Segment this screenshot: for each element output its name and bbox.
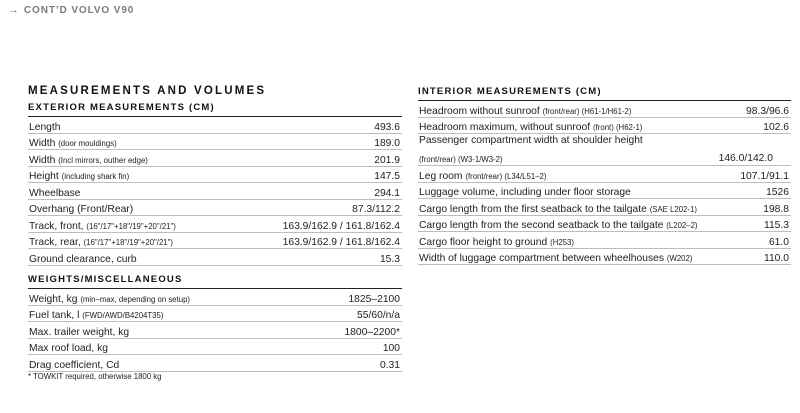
interior-row xyxy=(418,183,791,200)
row-label: Headroom without sunroof xyxy=(419,105,540,117)
row-note: (W202) xyxy=(666,254,693,263)
row-label-group xyxy=(28,327,129,338)
interior-row xyxy=(418,232,791,249)
exterior-row xyxy=(28,200,402,217)
weights-row xyxy=(28,289,402,306)
row-label: Ground clearance, curb xyxy=(29,253,137,265)
row-label: Overhang (Front/Rear) xyxy=(29,204,134,215)
exterior-heading: EXTERIOR MEASUREMENTS (CM) xyxy=(28,101,402,117)
weights-table xyxy=(28,273,402,372)
row-value: 294.1 xyxy=(374,187,400,199)
row-value: 163.9/162.9 / 161.8/162.4 xyxy=(282,220,400,232)
interior-row xyxy=(418,249,791,266)
row-note: (front/rear) (W3-1/W3-2) xyxy=(419,155,503,164)
row-label-group xyxy=(28,188,81,199)
weights-row xyxy=(28,339,402,356)
weights-row xyxy=(28,355,402,372)
row-value: 146.0/142.0 xyxy=(718,153,773,164)
row-note: (Incl mirrors, outher edge) xyxy=(58,155,148,165)
interior-row xyxy=(418,118,791,135)
interior-row xyxy=(418,199,791,216)
row-label-group xyxy=(28,204,133,215)
row-label-group xyxy=(28,122,61,133)
row-label: Max. trailer weight, kg xyxy=(29,326,130,338)
row-note: (16"/17"+18"/19"+20"/21") xyxy=(83,238,174,247)
row-label: Weight, kg xyxy=(29,293,78,305)
row-label: Height xyxy=(29,171,59,182)
row-value: 115.3 xyxy=(763,220,789,231)
row-label-group xyxy=(418,237,574,248)
page-title: MEASUREMENTS AND VOLUMES xyxy=(28,85,267,97)
exterior-row xyxy=(28,249,402,266)
row-note: (L202–2) xyxy=(666,221,698,230)
row-label-group xyxy=(28,155,148,166)
row-label-group xyxy=(418,253,692,264)
row-value: 1825–2100 xyxy=(348,293,400,305)
row-label: Headroom maximum, without sunroof xyxy=(419,122,591,133)
exterior-row xyxy=(28,183,402,200)
row-label-group xyxy=(28,221,176,232)
row-value: 201.9 xyxy=(374,154,400,166)
row-label-group xyxy=(28,254,137,265)
breadcrumb-text: CONT’D VOLVO V90 xyxy=(23,4,135,16)
row-label: Luggage volume, including under floor storage xyxy=(419,187,631,198)
row-value: 55/60/n/a xyxy=(357,310,400,321)
row-label-group xyxy=(28,310,163,321)
row-note: (min–max, depending on setup) xyxy=(80,294,190,304)
weights-row xyxy=(28,306,402,323)
row-value: 100 xyxy=(382,343,400,354)
row-label: Leg room xyxy=(419,170,463,182)
exterior-row xyxy=(28,117,402,134)
row-label-group xyxy=(418,106,631,117)
exterior-row xyxy=(28,216,402,233)
row-note: (SAE L202-1) xyxy=(649,204,697,214)
row-value: 15.3 xyxy=(379,253,400,265)
weights-heading: WEIGHTS/MISCELLANEOUS xyxy=(28,273,402,289)
row-value: 102.6 xyxy=(763,122,789,133)
row-label-group xyxy=(28,171,129,182)
row-note: (door mouldings) xyxy=(58,139,117,148)
row-label-group xyxy=(418,187,631,198)
row-note: (front/rear) (H61-1/H61-2) xyxy=(542,106,632,116)
row-label: Width xyxy=(29,138,56,149)
row-label-group xyxy=(418,171,546,182)
row-note: (front/rear) (L34/L51–2) xyxy=(465,171,547,181)
row-value: 107.1/91.1 xyxy=(740,170,789,182)
interior-heading: INTERIOR MEASUREMENTS (CM) xyxy=(418,85,791,101)
row-label-group xyxy=(418,220,698,231)
interior-row xyxy=(418,134,791,166)
row-label: Cargo length from the second seatback to the tailgate xyxy=(419,220,664,231)
row-value: 198.8 xyxy=(763,203,789,215)
row-value: 493.6 xyxy=(374,121,400,133)
row-label-group xyxy=(28,294,190,305)
row-value: 1800–2200* xyxy=(344,326,400,338)
interior-row xyxy=(418,216,791,233)
exterior-measurements-table xyxy=(28,101,402,266)
exterior-row xyxy=(28,134,402,151)
row-label: Track, front, xyxy=(29,220,84,232)
row-label: Width of luggage compartment between wheelhouses xyxy=(419,253,664,264)
row-value: 1526 xyxy=(766,187,789,198)
row-label: Length xyxy=(29,121,61,133)
row-value: 110.0 xyxy=(763,253,789,264)
row-label: Drag coefficient, Cd xyxy=(29,359,120,371)
breadcrumb xyxy=(8,4,134,16)
row-note: (16"/17"+18"/19"+20"/21") xyxy=(86,221,176,231)
interior-row xyxy=(418,101,791,118)
row-label: Passenger compartment width at shoulder height xyxy=(419,135,643,146)
arrow-right-icon: → xyxy=(8,4,20,16)
row-value: 98.3/96.6 xyxy=(746,105,789,117)
row-label: Cargo length from the first seatback to the tailgate xyxy=(419,203,647,215)
interior-measurements-table xyxy=(418,85,791,265)
row-label: Fuel tank, l xyxy=(29,310,80,321)
footnote: * TOWKIT required, otherwise 1800 kg xyxy=(28,372,162,381)
row-value: 87.3/112.2 xyxy=(352,204,400,215)
row-value: 61.0 xyxy=(768,236,789,248)
row-note: (front) (H62-1) xyxy=(593,123,643,132)
row-label: Track, rear, xyxy=(29,237,81,248)
row-value: 189.0 xyxy=(374,138,400,149)
weights-row xyxy=(28,322,402,339)
row-value: 163.9/162.9 / 161.8/162.4 xyxy=(282,237,400,248)
interior-row xyxy=(418,166,791,183)
exterior-row xyxy=(28,233,402,250)
row-label-group xyxy=(28,343,108,354)
row-note: (FWD/AWD/B4204T35) xyxy=(82,311,164,320)
row-label: Cargo floor height to ground xyxy=(419,236,548,248)
row-label: Width xyxy=(29,154,56,166)
row-value: 0.31 xyxy=(379,359,400,371)
exterior-row xyxy=(28,167,402,184)
row-label-group xyxy=(28,237,173,248)
row-label-group xyxy=(418,122,642,133)
row-label: Max roof load, kg xyxy=(29,343,108,354)
row-note: (H253) xyxy=(550,237,574,247)
row-label-group xyxy=(28,138,117,149)
row-note: (including shark fin) xyxy=(61,172,130,181)
row-value: 147.5 xyxy=(374,171,400,182)
exterior-row xyxy=(28,150,402,167)
row-label-group xyxy=(418,204,697,215)
row-label: Wheelbase xyxy=(29,187,81,199)
row-label-group xyxy=(28,360,119,371)
